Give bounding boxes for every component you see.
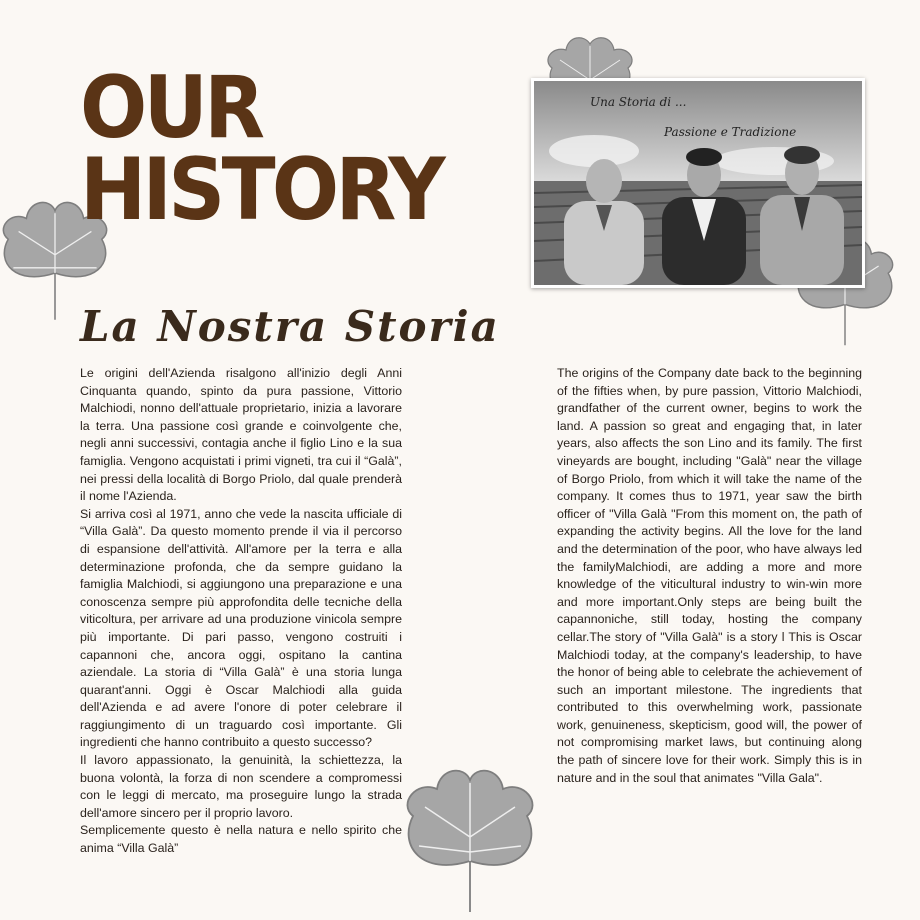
italian-paragraph: Il lavoro appassionato, la genuinità, la schiettezza, la buona volontà, la forza di non scendere a compromessi con le leggi di mercato, ma proseguire lungo la strada dell'amore sincero per il proprio lavoro. [80, 753, 402, 820]
page-subtitle: La Nostra Storia [80, 302, 500, 351]
english-paragraph: The origins of the Company date back to the beginning of the fifties when, by pure passion, Vittorio Malchiodi, grandfather of the current owner, begins to work the land. A passion so great and engaging that, in later years, also affects the son Lino and its family. The first vineyards are bought, including "Galà" near the village of Borgo Priolo, from which it will take the name of the company. It comes thus to 1971, year saw the birth officer of "Villa Galà "From this moment on, the path of expanding the activity begins. All the love for the land and the determination of the poor, who have always led the familyMalchiodi, are adding a more and more knowledge of the viticultural industry to win-win more and more important.Only steps are being built the capannoniche, still today, hosting the company cellar.The story of "Villa Galà" is a story l This is Oscar Malchiodi today, at the company's leadership, to have the honor of being able to celebrate the achievement of such an important milestone. The ingredients that contributed to this overwhelming work, passionate work, genuineness, skepticism, good will, the power of not compromising market laws, but continuing along the path of sincere love for their work. Simply this is in nature and in the soul that animates "Villa Gala". [557, 366, 862, 785]
title-line-1: OUR [80, 58, 262, 158]
grape-leaf-icon [395, 760, 545, 920]
italian-text-column [80, 365, 402, 858]
italian-paragraph: Semplicemente questo è nella natura e nello spirito che anima “Villa Galà” [80, 823, 402, 856]
family-photo [531, 78, 865, 288]
title-line-2: HISTORY [80, 139, 443, 240]
italian-paragraph: Le origini dell'Azienda risalgono all'inizio degli Anni Cinquanta quando, spinto da pura passione, Vittorio Malchiodi, nonno dell'attuale proprietario, inizia a lavorare la terra. Una passione così grande e coinvolgente che, negli anni successivi, contagia anche il figlio Lino e la sua famiglia. Vengono acquistati i primi vigneti, tra cui il “Galà”, nei pressi della località di Borgo Priolo, dal quale prenderà il nome l'Azienda. [80, 366, 402, 504]
english-text-column [557, 365, 862, 787]
page-title [80, 58, 443, 240]
photo-caption-line-2: Passione e Tradizione [664, 125, 797, 139]
photo-caption-line-1: Una Storia di ... [590, 95, 687, 109]
italian-paragraph: Si arriva così al 1971, anno che vede la nascita ufficiale di “Villa Galà”. Da questo momento prende il via il percorso di espansione dell'attività. All'amore per la terra e alla determinazione profonda, che da sempre guidano la famiglia Malchiodi, si aggiungono una preparazione e una conoscenza sempre più approfondita delle tecniche della viticoltura, per arrivare ad una produzione vinicola sempre più importante. Di pari passo, vengono costruiti i capannoni che, ancora oggi, ospitano la cantina aziendale. La storia di “Villa Galà” è una storia lunga quarant'anni. Oggi è Oscar Malchiodi alla guida dell'Azienda e ad avere l'onore di poter celebrare il raggiungimento di un traguardo così importante. Gli ingredienti che hanno contribuito a questo successo? [80, 506, 402, 750]
